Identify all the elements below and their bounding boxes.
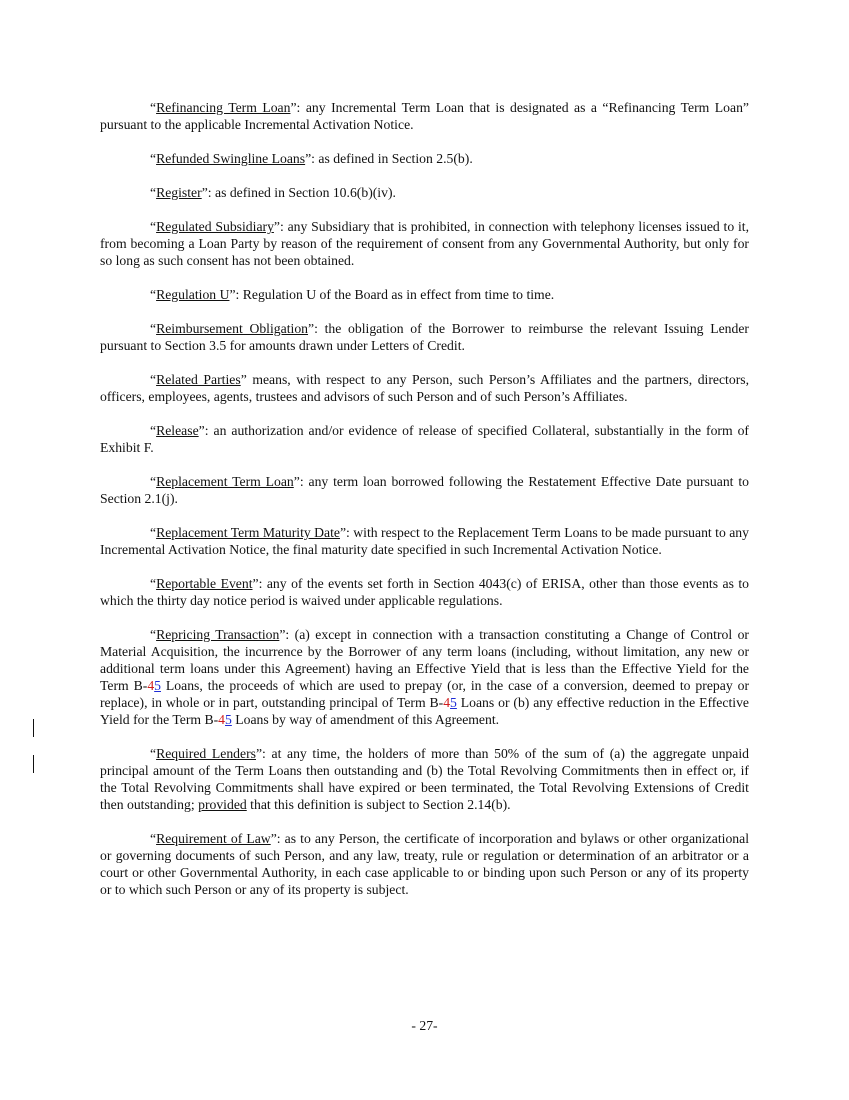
definition-text: ”: Regulation U of the Board as in effect from time to time.: [229, 287, 555, 302]
open-quote: “: [150, 185, 157, 200]
definition-text: ”: at any time, the holders of more than 50% of the sum of (a) the aggregate unpaid principal amount of the Term Loans then outstanding and (b) the Total Revolving Commitments then in effect or, if the Total Revolving Commitments shall have expired or been terminated, the Total Revolving Extensions of Credit then outstanding;: [100, 746, 749, 812]
definition-related-parties: [100, 371, 749, 405]
defined-term: Reimbursement Obligation: [156, 321, 309, 336]
open-quote: “: [150, 474, 157, 489]
open-quote: “: [150, 627, 157, 642]
definition-text: ”: (a) except in connection with a transaction constituting a Change of Control or Material Acquisition, the incurrence by the Borrower of any term loans (including, without limitation, any new or additional term loans under this Agreement) having an Effective Yield that is less than the Effective Yield for the Term B-: [100, 627, 749, 693]
defined-term: Replacement Term Loan: [156, 474, 294, 489]
definition-refinancing-term-loan: [100, 99, 749, 133]
definition-text: ”: an authorization and/or evidence of release of specified Collateral, substantially in the form of Exhibit F.: [100, 423, 749, 455]
definition-reportable-event: [100, 575, 749, 609]
defined-term: Refunded Swingline Loans: [156, 151, 306, 166]
definition-text: ”: any Incremental Term Loan that is designated as a “Refinancing Term Loan” pursuant to the applicable Incremental Activation Notice.: [100, 100, 749, 132]
defined-term: Release: [156, 423, 199, 438]
inserted-text: 5: [154, 678, 161, 693]
open-quote: “: [150, 372, 157, 387]
definition-release: [100, 422, 749, 456]
definition-regulation-u: [100, 286, 749, 303]
defined-term: Repricing Transaction: [156, 627, 280, 642]
definition-text: ”: as to any Person, the certificate of incorporation and bylaws or other organizational or governing documents of such Person, and any law, treaty, rule or regulation or determination of an arbitrator or a court or other Governmental Authority, in each case applicable to or binding upon such Person or any of its property or to which such Person or any of its property is subject.: [100, 831, 750, 897]
definition-text: ”: as defined in Section 2.5(b).: [305, 151, 473, 166]
definition-required-lenders: [100, 745, 749, 813]
open-quote: “: [150, 100, 157, 115]
definition-refunded-swingline-loans: [100, 150, 749, 167]
provided-keyword: provided: [198, 797, 247, 812]
definition-text: ”: as defined in Section 10.6(b)(iv).: [201, 185, 396, 200]
deleted-text: 4: [443, 695, 451, 710]
definition-text: Loans by way of amendment of this Agreement.: [231, 712, 500, 727]
definition-requirement-of-law: [100, 830, 749, 898]
defined-term: Required Lenders: [156, 746, 256, 761]
open-quote: “: [150, 831, 157, 846]
definition-regulated-subsidiary: [100, 218, 749, 269]
definition-replacement-term-loan: [100, 473, 749, 507]
defined-term: Replacement Term Maturity Date: [156, 525, 340, 540]
defined-term: Reportable Event: [156, 576, 253, 591]
document-body: [100, 99, 749, 898]
definition-text: ”: with respect to the Replacement Term Loans to be made pursuant to any Incremental Activation Notice, the final maturity date specified in such Incremental Activation Notice.: [100, 525, 749, 557]
definition-text: ”: any Subsidiary that is prohibited, in connection with telephony licenses issued to it, from becoming a Loan Party by reason of the requirement of consent from any Governmental Authority, but only for so long as such consent has not been obtained.: [100, 219, 749, 268]
open-quote: “: [150, 746, 157, 761]
defined-term: Requirement of Law: [156, 831, 271, 846]
page-number: - 27-: [411, 1018, 438, 1033]
defined-term: Related Parties: [156, 372, 241, 387]
deleted-text: 4: [218, 712, 225, 727]
definition-text: ” means, with respect to any Person, such Person’s Affiliates and the partners, directors, officers, employees, agents, trustees and advisors of such Person and of such Person’s Affiliates.: [100, 372, 750, 404]
definition-text: that this definition is subject to Section 2.14(b).: [246, 797, 511, 812]
open-quote: “: [150, 321, 157, 336]
defined-term: Regulated Subsidiary: [156, 219, 274, 234]
defined-term: Regulation U: [156, 287, 230, 302]
definition-text: Loans or (b) any effective reduction in the Effective Yield for the Term B-: [100, 695, 749, 727]
inserted-text: 5: [225, 712, 232, 727]
definition-text: ”: the obligation of the Borrower to reimburse the relevant Issuing Lender pursuant to Section 3.5 for amounts drawn under Letters of Credit.: [100, 321, 749, 353]
change-bar: [33, 755, 34, 773]
open-quote: “: [150, 219, 157, 234]
defined-term: Refinancing Term Loan: [156, 100, 291, 115]
definition-text: Loans, the proceeds of which are used to prepay (or, in the case of a conversion, deemed to prepay or replace), in whole or in part, outstanding principal of Term B-: [100, 678, 750, 710]
open-quote: “: [150, 576, 157, 591]
open-quote: “: [150, 151, 157, 166]
definition-text: ”: any term loan borrowed following the Restatement Effective Date pursuant to Section 2.1(j).: [100, 474, 749, 506]
definition-replacement-term-maturity-date: [100, 524, 749, 558]
open-quote: “: [150, 525, 157, 540]
definition-register: [100, 184, 749, 201]
open-quote: “: [150, 287, 157, 302]
definition-reimbursement-obligation: [100, 320, 749, 354]
defined-term: Register: [156, 185, 202, 200]
definition-text: ”: any of the events set forth in Section 4043(c) of ERISA, other than those events as to which the thirty day notice period is waived under applicable regulations.: [100, 576, 749, 608]
change-bar: [33, 719, 34, 737]
deleted-text: 4: [147, 678, 155, 693]
definition-repricing-transaction: [100, 626, 749, 728]
inserted-text: 5: [450, 695, 457, 710]
open-quote: “: [150, 423, 157, 438]
